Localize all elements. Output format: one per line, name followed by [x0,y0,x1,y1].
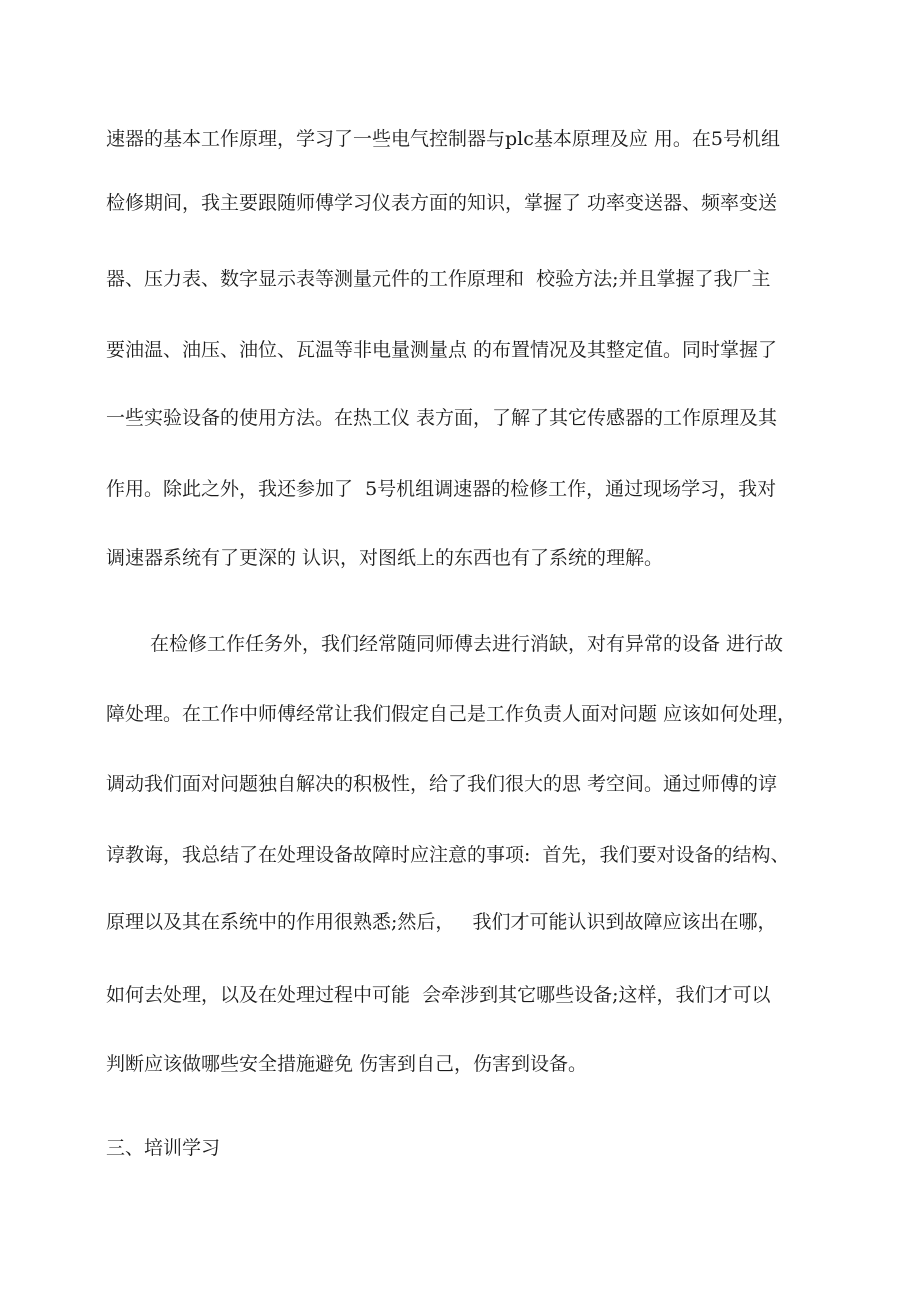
paragraph-2-line-1: 在检修工作任务外，我们经常随同师傅去进行消缺，对有异常的设备 进行故 [150,633,784,655]
paragraph-2-line-3: 调动我们面对问题独自解决的积极性，给了我们很大的思 考空间。通过师傅的谆 [106,773,778,795]
paragraph-2-line-5: 原理以及其在系统中的作用很熟悉;然后， 我们才可能认识到故障应该出在哪， [106,911,777,933]
paragraph-1-line-3: 器、压力表、数字显示表等测量元件的工作原理和 校验方法;并且掌握了我厂主 [106,268,771,290]
paragraph-2-line-4: 谆教诲，我总结了在处理设备故障时应注意的事项: 首先，我们要对设备的结构、 [106,844,790,866]
paragraph-1-line-4: 要油温、油压、油位、瓦温等非电量测量点 的布置情况及其整定值。同时掌握了 [106,339,778,361]
paragraph-2-line-7: 判断应该做哪些安全措施避免 伤害到自己，伤害到设备。 [106,1053,588,1075]
paragraph-1-line-2: 检修期间，我主要跟随师傅学习仪表方面的知识，掌握了 功率变送器、频率变送 [106,192,778,214]
paragraph-1-line-6: 作用。除此之外，我还参加了 5号机组调速器的检修工作，通过现场学习，我对 [106,478,777,500]
paragraph-2-line-6: 如何去处理，以及在处理过程中可能 会牵涉到其它哪些设备;这样，我们才可以 [106,984,771,1006]
paragraph-2-line-2: 障处理。在工作中师傅经常让我们假定自己是工作负责人面对问题 应该如何处理， [106,703,797,725]
paragraph-1-line-7: 调速器系统有了更深的 认识，对图纸上的东西也有了系统的理解。 [106,547,664,569]
section-heading-training: 三、培训学习 [106,1137,221,1159]
paragraph-1-line-5: 一些实验设备的使用方法。在热工仪 表方面，了解了其它传感器的工作原理及其 [106,407,778,429]
paragraph-1-line-1: 速器的基本工作原理，学习了一些电气控制器与plc基本原理及应 用。在5号机组 [106,128,781,150]
